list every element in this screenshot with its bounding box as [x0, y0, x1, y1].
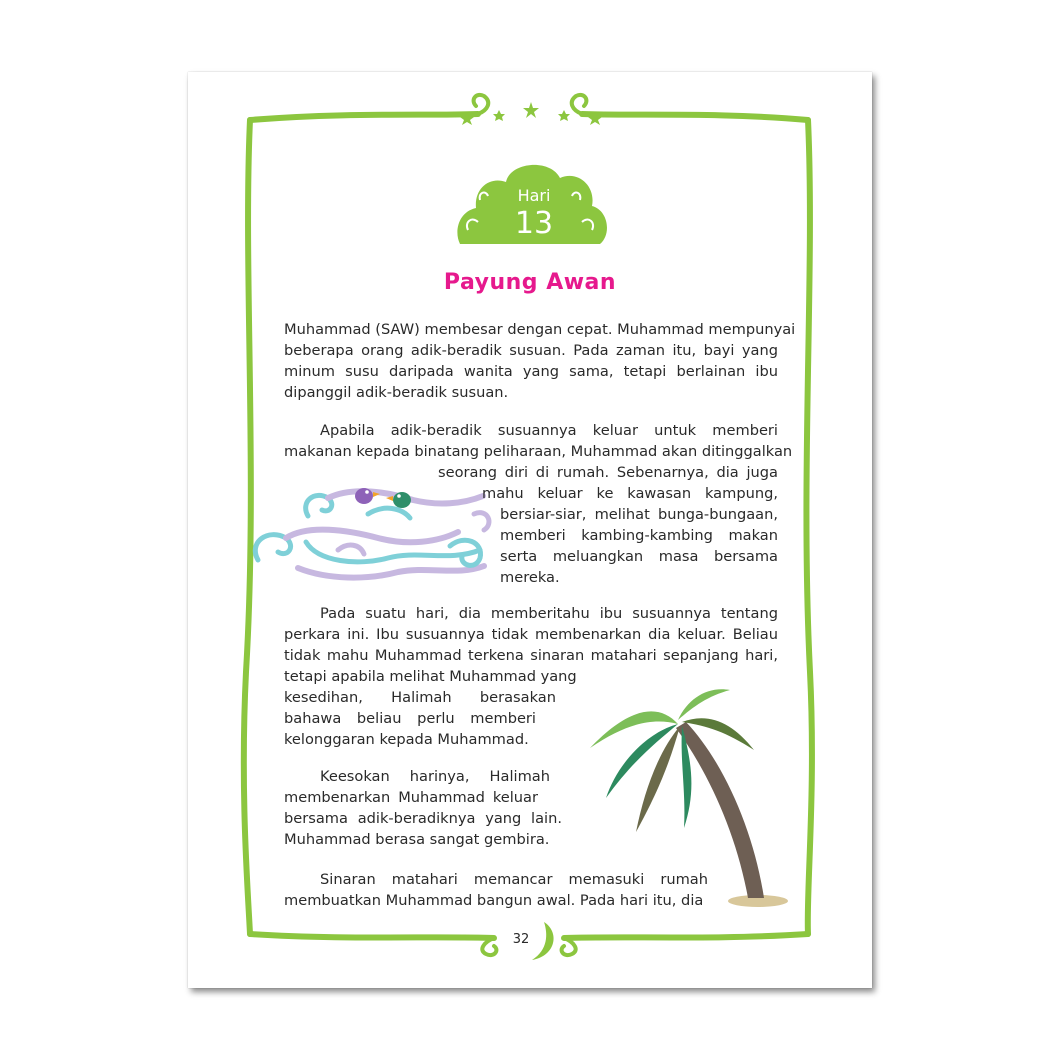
text-line: Apabila adik-beradik susuannya keluar untuk memberi: [320, 422, 778, 439]
text-line: membenarkan Muhammad keluar: [284, 789, 538, 806]
paragraph-2-top: [284, 420, 793, 462]
day-label: Hari: [517, 186, 551, 205]
paragraph-2-wrap: [500, 504, 778, 588]
paragraph-5: [284, 869, 708, 911]
text-line: Pada suatu hari, dia memberitahu ibu susuannya tentang: [320, 605, 778, 622]
text-line: Muhammad (SAW) membesar dengan cepat. Muhammad mempunyai: [284, 321, 796, 338]
text-line: Sinaran matahari memancar memasuki rumah: [320, 871, 708, 888]
text-line: bersama adik-beradiknya yang lain.: [284, 810, 562, 827]
text-line: kelonggaran kepada Muhammad.: [284, 731, 529, 748]
paragraph-4: [284, 766, 562, 850]
text-line: membuatkan Muhammad bangun awal. Pada hari itu, dia: [284, 892, 704, 909]
text-line: serta meluangkan masa bersama: [500, 548, 778, 565]
text-line: tetapi apabila melihat Muhammad yang: [284, 668, 577, 685]
text-line: mahu keluar ke kawasan kampung,: [482, 485, 778, 502]
text-line: memberi kambing-kambing makan: [500, 527, 778, 544]
text-line: minum susu daripada wanita yang sama, tetapi berlainan ibu: [284, 363, 778, 380]
page-number: 32: [512, 932, 530, 947]
text-line: Muhammad berasa sangat gembira.: [284, 831, 550, 848]
paragraph-3: [284, 603, 778, 666]
swirl-cloud-with-birds: [255, 488, 489, 578]
text-line: mereka.: [500, 569, 560, 586]
text-line: seorang diri di rumah. Sebenarnya, dia juga: [438, 464, 778, 481]
paragraph-2-wrap: [438, 462, 778, 483]
text-line: makanan kepada binatang peliharaan, Muhammad akan ditinggalkan: [284, 443, 793, 460]
text-line: Keesokan harinya, Halimah: [320, 768, 550, 785]
text-line: kesedihan, Halimah berasakan: [284, 689, 556, 706]
paragraph-1: [284, 319, 796, 403]
text-line: tidak mahu Muhammad terkena sinaran matahari sepanjang hari,: [284, 647, 778, 664]
paragraph-2-wrap: [482, 483, 778, 504]
star-icon: [493, 110, 505, 121]
text-line: dipanggil adik-beradik susuan.: [284, 384, 509, 401]
star-icon: [558, 110, 570, 121]
text-line: perkara ini. Ibu susuannya tidak membenarkan dia keluar. Beliau: [284, 626, 778, 643]
book-page: [188, 72, 872, 988]
day-number: 13: [514, 206, 554, 241]
paragraph-3-wrap: [284, 666, 584, 750]
text-line: bersiar-siar, melihat bunga-bungaan,: [500, 506, 778, 523]
page-title: Payung Awan: [443, 270, 617, 295]
text-line: bahawa beliau perlu memberi: [284, 710, 536, 727]
text-line: beberapa orang adik-beradik susuan. Pada zaman itu, bayi yang: [284, 342, 778, 359]
star-icon: [523, 102, 539, 118]
